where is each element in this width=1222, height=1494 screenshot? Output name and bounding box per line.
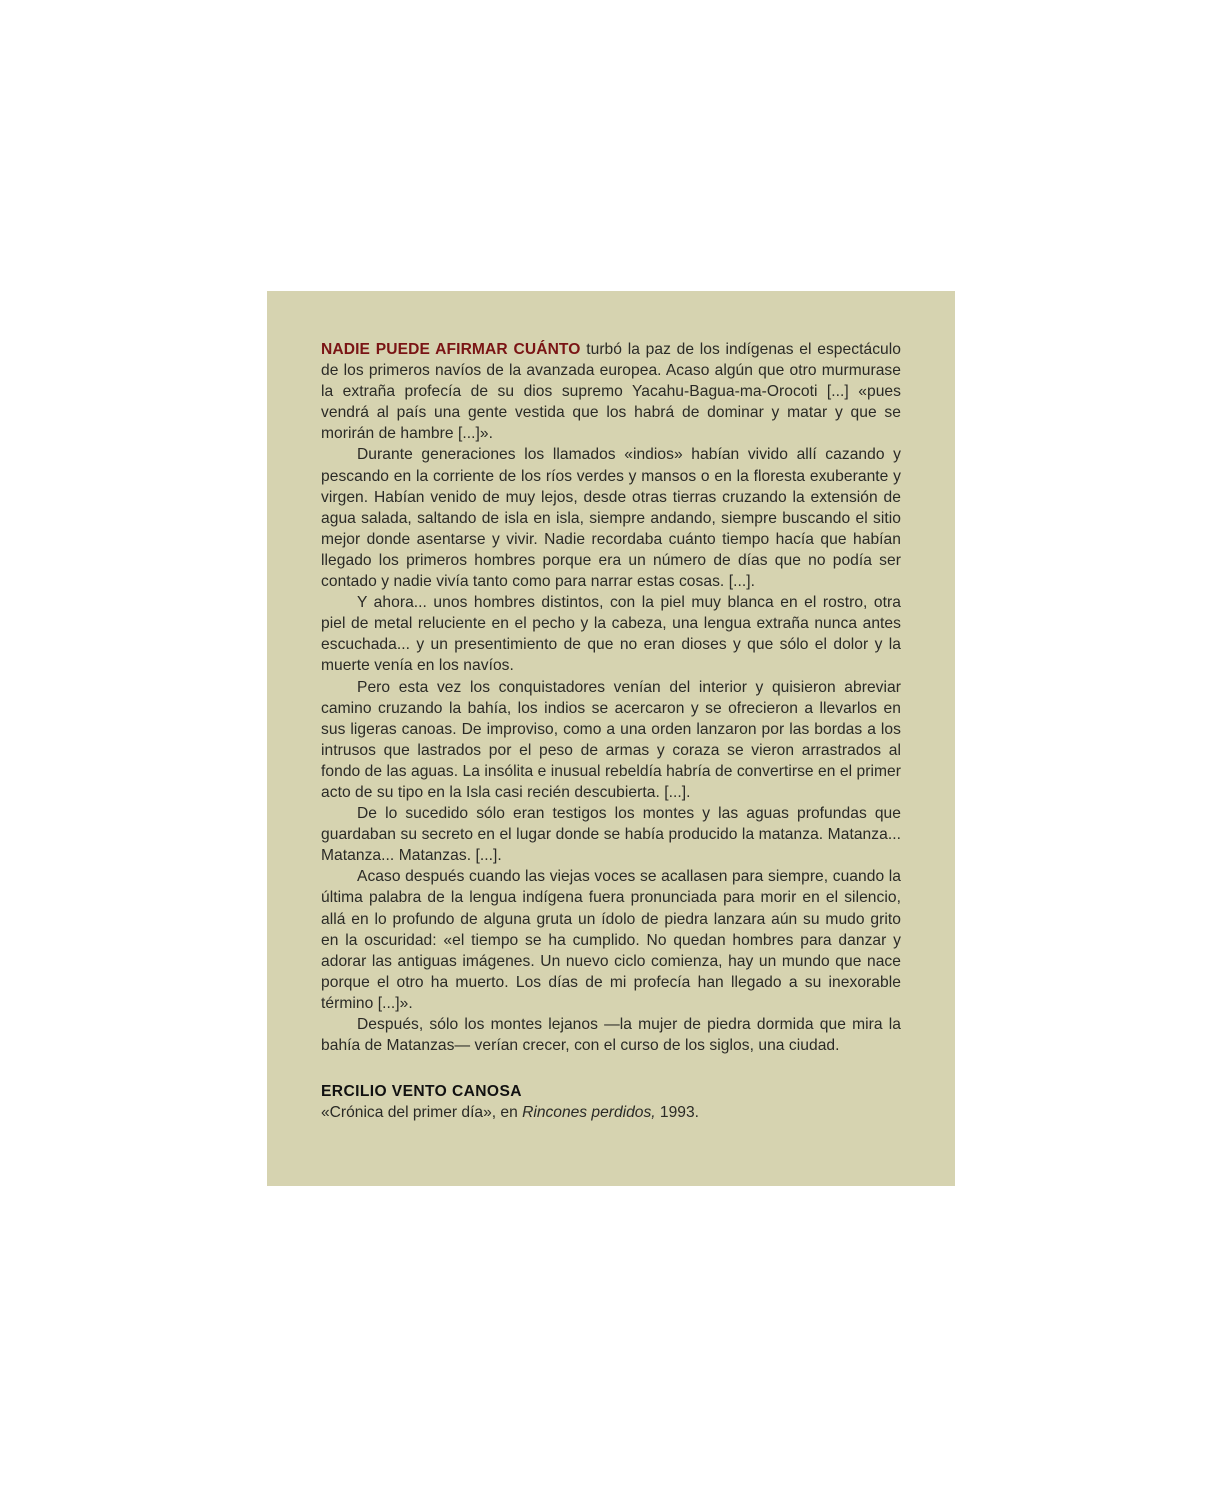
- source-citation: [321, 1102, 901, 1123]
- paragraph-4: Pero esta vez los conquistadores venían del interior y quisieron abreviar camino cruzando la bahía, los indios se acercaron y se ofrecieron a llevarlos en sus ligeras canoas. De improviso, como a una orden lanzaron por las bordas a los intrusos que lastrados por el peso de armas y coraza se vieron arrastrados al fondo de las aguas. La insólita e inusual rebeldía habría de convertirse en el primer acto de su tipo en la Isla casi recién descubierta. [...].: [321, 678, 901, 801]
- lead-phrase: NADIE PUEDE AFIRMAR CUÁNTO: [321, 341, 581, 358]
- paragraph-3: Y ahora... unos hombres distintos, con la piel muy blanca en el rostro, otra piel de metal reluciente en el pecho y la cabeza, una lengua extraña nunca antes escuchada... y un presentimiento de que no eran dioses y que sólo el dolor y la muerte venía en los navíos.: [321, 594, 901, 675]
- source-title: Rincones perdidos,: [522, 1104, 656, 1122]
- article-text: [321, 339, 901, 1056]
- source-year: 1993.: [655, 1104, 699, 1122]
- paragraph-6: Acaso después cuando las viejas voces se acallasen para siempre, cuando la última palabra de la lengua indígena fuera pronunciada para morir en el silencio, allá en lo profundo de alguna gruta un ídolo de piedra lanzara aún su mudo grito en la oscuridad: «el tiempo se ha cumplido. No quedan hombres para danzar y adorar las antiguas imágenes. Un nuevo ciclo comienza, hay un mundo que nace porque el otro ha muerto. Los días de mi profecía han llegado a su inexorable término [...]».: [321, 868, 901, 1012]
- paragraph-2: Durante generaciones los llamados «indios» habían vivido allí cazando y pescando en la corriente de los ríos verdes y mansos o en la floresta exuberante y virgen. Habían venido de muy lejos, desde otras tierras cruzando la extensión de agua salada, saltando de isla en isla, siempre andando, siempre buscando el sitio mejor donde asentarse y vivir. Nadie recordaba cuánto tiempo hacía que habían llegado los primeros hombres porque era un número de días que no podía ser contado y nadie vivía tanto como para narrar estas cosas. [...].: [321, 446, 901, 591]
- paragraph-5: De lo sucedido sólo eran testigos los montes y las aguas profundas que guardaban su secreto en el lugar donde se había producido la matanza. Matanza... Matanza... Matanzas. [...].: [321, 805, 901, 865]
- quote-panel: [267, 291, 955, 1186]
- author-name: ERCILIO VENTO CANOSA: [321, 1083, 522, 1101]
- paragraph-1-text: turbó la paz de los indígenas el espectáculo de los primeros navíos de la avanzada europea. Acaso algún que otro murmurase la extraña profecía de su dios supremo Yacahu-Bagua-ma-Orocoti [...] «pues vendrá al país una gente vestida que los habrá de dominar y matar y que se morirán de hambre [...]».: [321, 341, 902, 443]
- paragraph-7: Después, sólo los montes lejanos —la mujer de piedra dormida que mira la bahía de Matanzas— verían crecer, con el curso de los siglos, una ciudad.: [321, 1016, 901, 1055]
- paragraph-1: [321, 339, 901, 444]
- source-prefix: «Crónica del primer día», en: [321, 1104, 523, 1122]
